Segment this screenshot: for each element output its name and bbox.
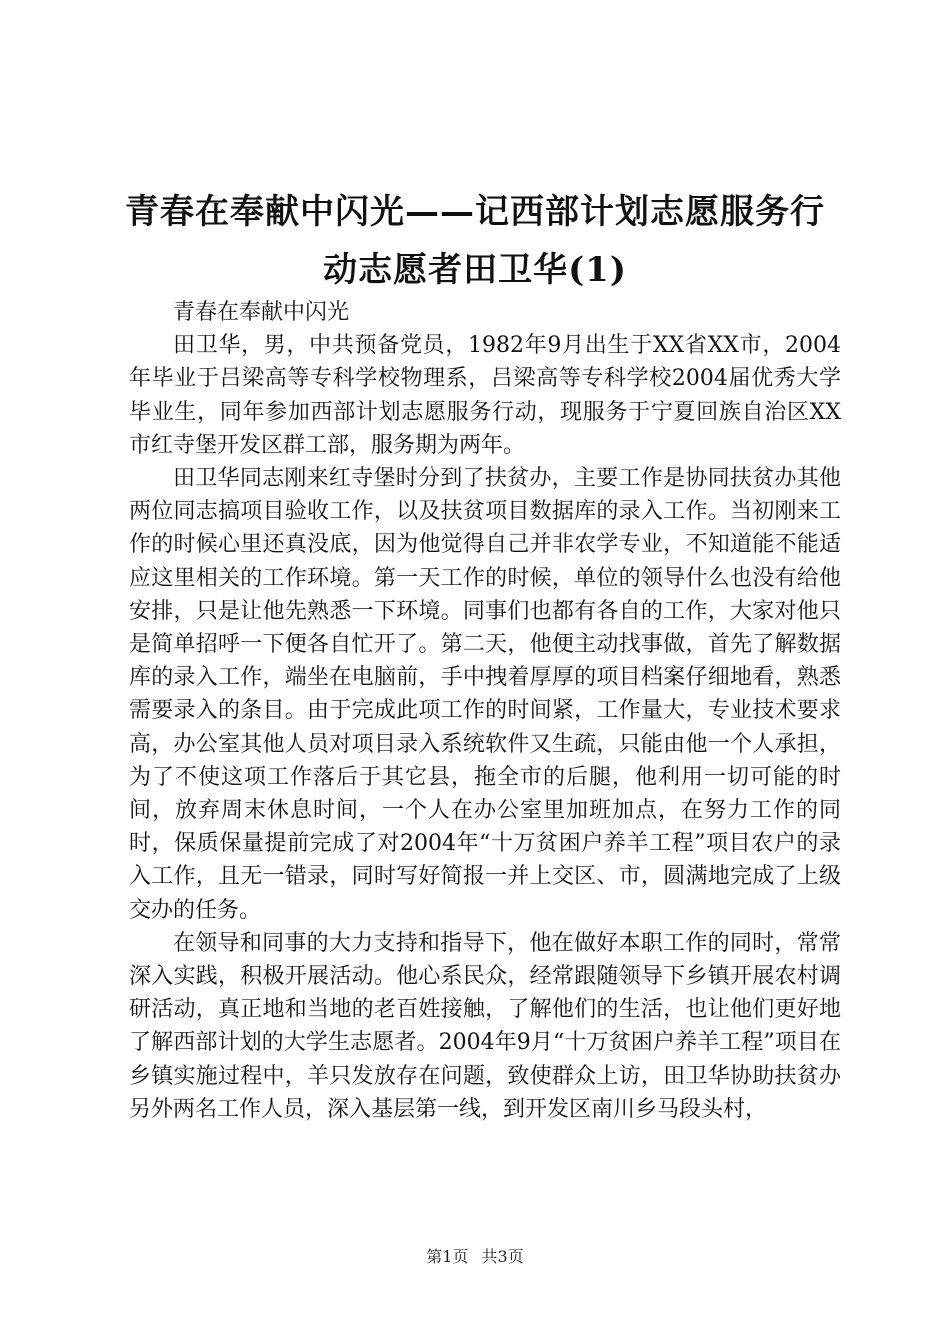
body-paragraph: 田卫华同志刚来红寺堡时分到了扶贫办，主要工作是协同扶贫办其他两位同志搞项目验收工作，以及扶贫项目数据库的录入工作。当初刚来工作的时候心里还真没底，因为他觉得自己并非农学专业，不知道能不能适应这里相关的工作环境。第一天工作的时候，单位的领导什么也没有给他安排，只是让他先熟悉一下环境。同事们也都有各自的工作，大家对他只是简单招呼一下便各自忙开了。第二天，他便主动找事做，首先了解数据库的录入工作，端坐在电脑前，手中拽着厚厚的项目档案仔细地看，熟悉需要录入的条目。由于完成此项工作的时间紧，工作量大，专业技术要求高，办公室其他人员对项目录入系统软件又生疏，只能由他一个人承担，为了不使这项工作落后于其它县，拖全市的后腿，他利用一切可能的时间，放弃周末休息时间，一个人在办公室里加班加点，在努力工作的同时，保质保量提前完成了对2004年“十万贫困户养羊工程”项目农户的录入工作，且无一错录，同时写好简报一并上交区、市，圆满地完成了上级交办的任务。: [129, 466, 841, 923]
page-total: 共3页: [481, 1247, 524, 1266]
document-title-line-1: 青春在奉献中闪光——记西部计划志愿服务行: [125, 192, 825, 232]
document-title-line-2: 动志愿者田卫华(1): [323, 250, 627, 290]
page-footer: [0, 1244, 950, 1267]
subtitle-paragraph: 青春在奉献中闪光: [173, 300, 350, 325]
body-paragraph: 在领导和同事的大力支持和指导下，他在做好本职工作的同时，常常深入实践，积极开展活动。他心系民众，经常跟随领导下乡镇开展农村调研活动，真正地和当地的老百姓接触，了解他们的生活，也让他们更好地了解西部计划的大学生志愿者。2004年9月“十万贫困户养羊工程”项目在乡镇实施过程中，羊只发放存在问题，致使群众上访，田卫华协助扶贫办另外两名工作人员，深入基层第一线，到开发区南川乡马段头村，: [129, 930, 841, 1122]
document-body: [129, 296, 841, 1126]
body-paragraph: 田卫华，男，中共预备党员，1982年9月出生于XX省XX市，2004年毕业于吕梁高等专科学校物理系，吕梁高等专科学校2004届优秀大学毕业生，同年参加西部计划志愿服务行动，现服务于宁夏回族自治区XX市红寺堡开发区群工部，服务期为两年。: [129, 333, 841, 458]
page-number: 第1页: [426, 1247, 469, 1266]
